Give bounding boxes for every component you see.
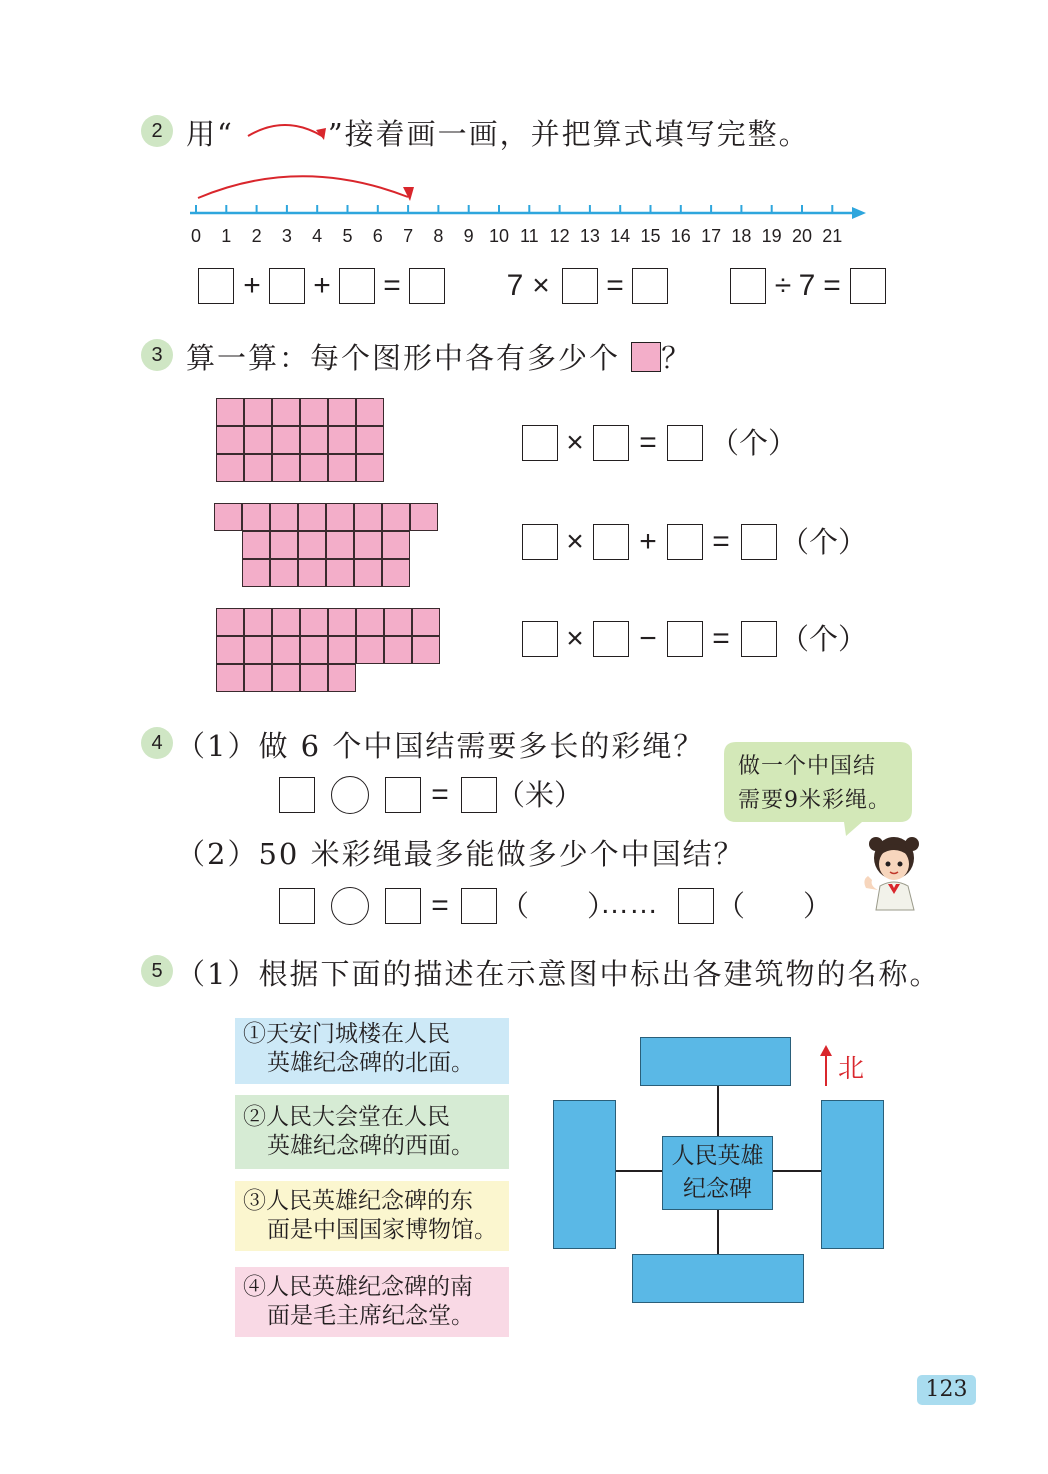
connector-line [615,1170,663,1172]
remainder-dots: …… [600,888,658,920]
tick-label: 16 [670,226,691,246]
question-4-badge: 4 [141,727,173,759]
answer-box[interactable] [593,524,629,560]
unit-label: （米） [496,778,584,812]
equals-sign: = [431,778,449,811]
north-arrow-icon [819,1044,833,1088]
tick-label: 9 [463,226,474,246]
answer-box[interactable] [385,888,421,924]
answer-box[interactable] [409,268,445,304]
building-south[interactable] [632,1254,804,1303]
question-2-badge: 2 [141,115,173,147]
answer-box[interactable] [667,524,703,560]
answer-box[interactable] [461,888,497,924]
note-2 [235,1095,509,1169]
answer-box[interactable] [269,268,305,304]
equals-sign: = [823,269,841,302]
equals-sign: = [712,622,730,655]
tick-label: 15 [640,226,661,246]
monument-center [662,1136,773,1210]
plus-sign: + [243,269,261,302]
number-seven: 7 [798,269,816,302]
unit-blank: （ ） [716,889,833,923]
equals-sign: = [606,269,624,302]
connector-line [717,1085,719,1137]
plus-sign: + [639,525,657,558]
equals-sign: = [383,269,401,302]
equals-sign: = [712,525,730,558]
unit-label: （个） [780,525,868,559]
tick-label: 3 [281,226,292,246]
answer-box[interactable] [730,268,766,304]
divide-sign: ÷ [774,269,792,302]
answer-box[interactable] [593,621,629,657]
tick-label: 1 [221,226,232,246]
answer-box[interactable] [667,425,703,461]
times-sign: × [566,622,584,655]
number-line [180,165,880,230]
tick-label: 13 [579,226,600,246]
tick-label: 4 [312,226,323,246]
building-west[interactable] [553,1100,616,1249]
unit-blank: （ ） [500,889,617,923]
connector-line [772,1170,822,1172]
note-line-1: ③人民英雄纪念碑的东 [243,1188,473,1214]
bubble-line-1: 做一个中国结 [738,754,877,779]
answer-box[interactable] [339,268,375,304]
tick-label: 5 [342,226,353,246]
note-line-2: 面是中国国家博物馆。 [267,1217,497,1243]
answer-box[interactable] [461,777,497,813]
girl-avatar-icon [856,830,922,912]
answer-box[interactable] [522,621,558,657]
question-mark: ？ [661,341,693,375]
answer-box[interactable] [741,621,777,657]
tick-label: 18 [731,226,752,246]
tick-label: 12 [549,226,570,246]
tick-label: 6 [372,226,383,246]
note-1 [235,1018,509,1084]
answer-box[interactable] [198,268,234,304]
plus-sign: + [313,269,331,302]
note-line-2: 英雄纪念碑的北面。 [267,1050,474,1076]
pink-square-icon [631,342,661,372]
question-5-prompt: （1）根据下面的描述在示意图中标出各建筑物的名称。 [176,957,941,991]
tick-label: 11 [519,226,539,246]
note-line-2: 面是毛主席纪念堂。 [267,1303,474,1329]
monument-label-1: 人民英雄 [671,1143,764,1169]
equals-sign: = [639,426,657,459]
note-line-1: ④人民英雄纪念碑的南 [243,1274,473,1300]
question-5-badge: 5 [141,955,173,987]
tick-label: 7 [403,226,414,246]
answer-box[interactable] [593,425,629,461]
answer-box[interactable] [279,777,315,813]
answer-box[interactable] [522,524,558,560]
answer-box[interactable] [678,888,714,924]
tick-label: 10 [488,226,510,246]
answer-box[interactable] [741,524,777,560]
monument-label-2: 纪念碑 [683,1176,752,1202]
bubble-line-2: 需要9米彩绳。 [738,788,891,813]
unit-label: （个） [780,622,868,656]
times-sign: × [532,269,550,302]
note-4 [235,1267,509,1337]
number-seven: 7 [506,269,524,302]
tick-label: 2 [251,226,262,246]
answer-box[interactable] [667,621,703,657]
answer-box[interactable] [632,268,668,304]
connector-line [717,1209,719,1255]
operator-circle[interactable] [331,887,369,925]
tick-label: 21 [822,226,843,246]
building-north[interactable] [640,1037,791,1086]
operator-circle[interactable] [331,776,369,814]
building-east[interactable] [821,1100,884,1249]
times-sign: × [566,525,584,558]
answer-box[interactable] [279,888,315,924]
tick-label: 20 [791,226,813,246]
drawn-jump-arrow [198,176,408,198]
answer-box[interactable] [562,268,598,304]
unit-label: （个） [710,426,798,460]
tick-label: 19 [761,226,782,246]
answer-box[interactable] [522,425,558,461]
minus-sign: − [639,622,657,655]
prompt-text: 算一算：每个图形中各有多少个 [186,341,621,375]
prompt-pre: 用“ [186,117,234,151]
tick-label: 17 [701,226,722,246]
note-line-2: 英雄纪念碑的西面。 [267,1133,474,1159]
question-3-prompt [186,336,692,377]
note-3 [235,1181,509,1251]
jump-arrow-icon [240,110,340,150]
question-4-part-1: （1）做 6 个中国结需要多长的彩绳？ [176,729,705,763]
answer-box[interactable] [850,268,886,304]
speech-bubble-text [738,750,891,818]
page-number: 123 [917,1375,976,1405]
tick-label: 14 [610,226,631,246]
equals-sign: = [431,889,449,922]
answer-box[interactable] [385,777,421,813]
tick-label: 8 [433,226,444,246]
prompt-post: ”接着画一画，并把算式填写完整。 [327,117,810,151]
note-line-1: ②人民大会堂在人民 [243,1104,450,1130]
north-label: 北 [838,1054,865,1084]
note-line-1: ①天安门城楼在人民 [243,1021,450,1047]
question-3-badge: 3 [141,339,173,371]
times-sign: × [566,426,584,459]
question-4-part-2: （2）50 米彩绳最多能做多少个中国结？ [176,837,745,871]
tick-label: 0 [190,226,202,246]
